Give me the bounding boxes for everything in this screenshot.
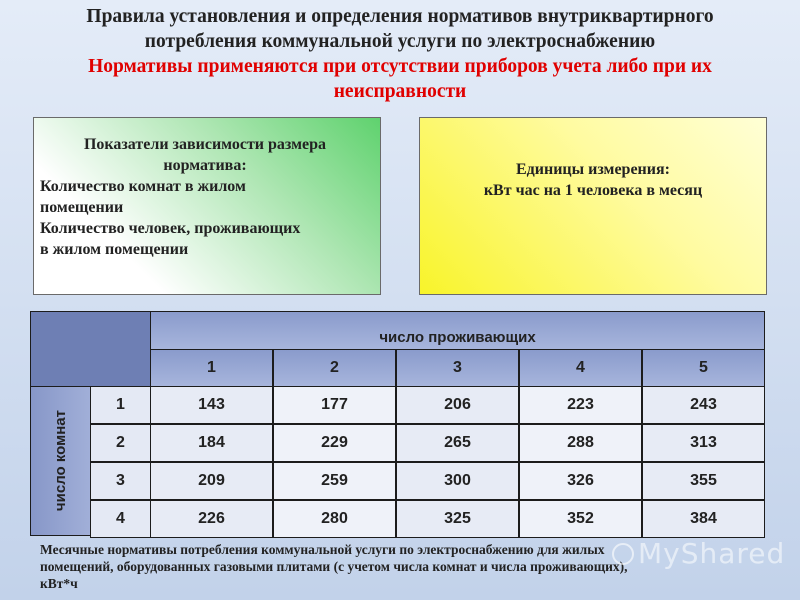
footer-note	[40, 541, 740, 592]
residents-column-header: 4	[519, 349, 642, 387]
watermark-text: MyShared	[638, 537, 786, 570]
norm-value-cell: 243	[642, 386, 765, 424]
rooms-row-label: 1	[90, 386, 151, 424]
units-box	[419, 117, 767, 295]
factor-rooms-line-2: помещении	[40, 199, 124, 216]
norm-value-cell: 223	[519, 386, 642, 424]
title-line-2: потребления коммунальной услуги по электроснабжению	[144, 31, 656, 52]
norm-value-cell: 259	[273, 462, 396, 500]
norm-value-cell: 265	[396, 424, 519, 462]
dependency-heading-1: Показатели зависимости размера	[83, 136, 327, 153]
norm-value-cell: 206	[396, 386, 519, 424]
norm-value-cell: 229	[273, 424, 396, 462]
factor-people-line-1: Количество человек, проживающих	[40, 220, 301, 237]
norm-value-cell: 352	[519, 500, 642, 538]
norm-value-cell: 313	[642, 424, 765, 462]
slide-title	[20, 4, 780, 104]
norm-value-cell: 209	[150, 462, 273, 500]
residents-column-header: 2	[273, 349, 396, 387]
footer-line-2: помещений, оборудованных газовыми плитами (с учетом числа комнат и числа проживающих),	[40, 559, 628, 574]
residents-header: число проживающих	[150, 311, 765, 350]
rooms-row-label: 2	[90, 424, 151, 462]
norm-value-cell: 355	[642, 462, 765, 500]
rooms-row-label: 4	[90, 500, 151, 538]
norm-value-cell: 226	[150, 500, 273, 538]
footer-line-3: кВт*ч	[40, 576, 78, 591]
residents-column-header: 5	[642, 349, 765, 387]
norm-value-cell: 325	[396, 500, 519, 538]
residents-column-header: 1	[150, 349, 273, 387]
rooms-row-label: 3	[90, 462, 151, 500]
rooms-header-label: число комнат	[52, 410, 69, 512]
factor-people-line-2: в жилом помещении	[40, 241, 189, 258]
norms-table	[30, 311, 765, 536]
norm-value-cell: 384	[642, 500, 765, 538]
norm-value-cell: 143	[150, 386, 273, 424]
norm-value-cell: 280	[273, 500, 396, 538]
dependency-heading-2: норматива:	[163, 157, 247, 174]
norm-value-cell: 177	[273, 386, 396, 424]
norm-value-cell: 300	[396, 462, 519, 500]
factor-rooms-line-1: Количество комнат в жилом	[40, 178, 246, 195]
dependency-factors-box	[33, 117, 381, 295]
rooms-header	[30, 386, 91, 536]
units-heading: Единицы измерения:	[516, 161, 670, 178]
subtitle-line-1: Нормативы применяются при отсутствии приборов учета либо при их	[88, 56, 712, 77]
norm-value-cell: 184	[150, 424, 273, 462]
subtitle-line-2: неисправности	[333, 81, 467, 102]
units-value: кВт час на 1 человека в месяц	[483, 182, 703, 199]
norm-value-cell: 326	[519, 462, 642, 500]
residents-column-header: 3	[396, 349, 519, 387]
norm-value-cell: 288	[519, 424, 642, 462]
table-corner-cell	[30, 311, 151, 387]
title-line-1: Правила установления и определения нормативов внутриквартирного	[86, 6, 714, 27]
footer-line-1: Месячные нормативы потребления коммунальной услуги по электроснабжению для жилых	[40, 542, 605, 557]
